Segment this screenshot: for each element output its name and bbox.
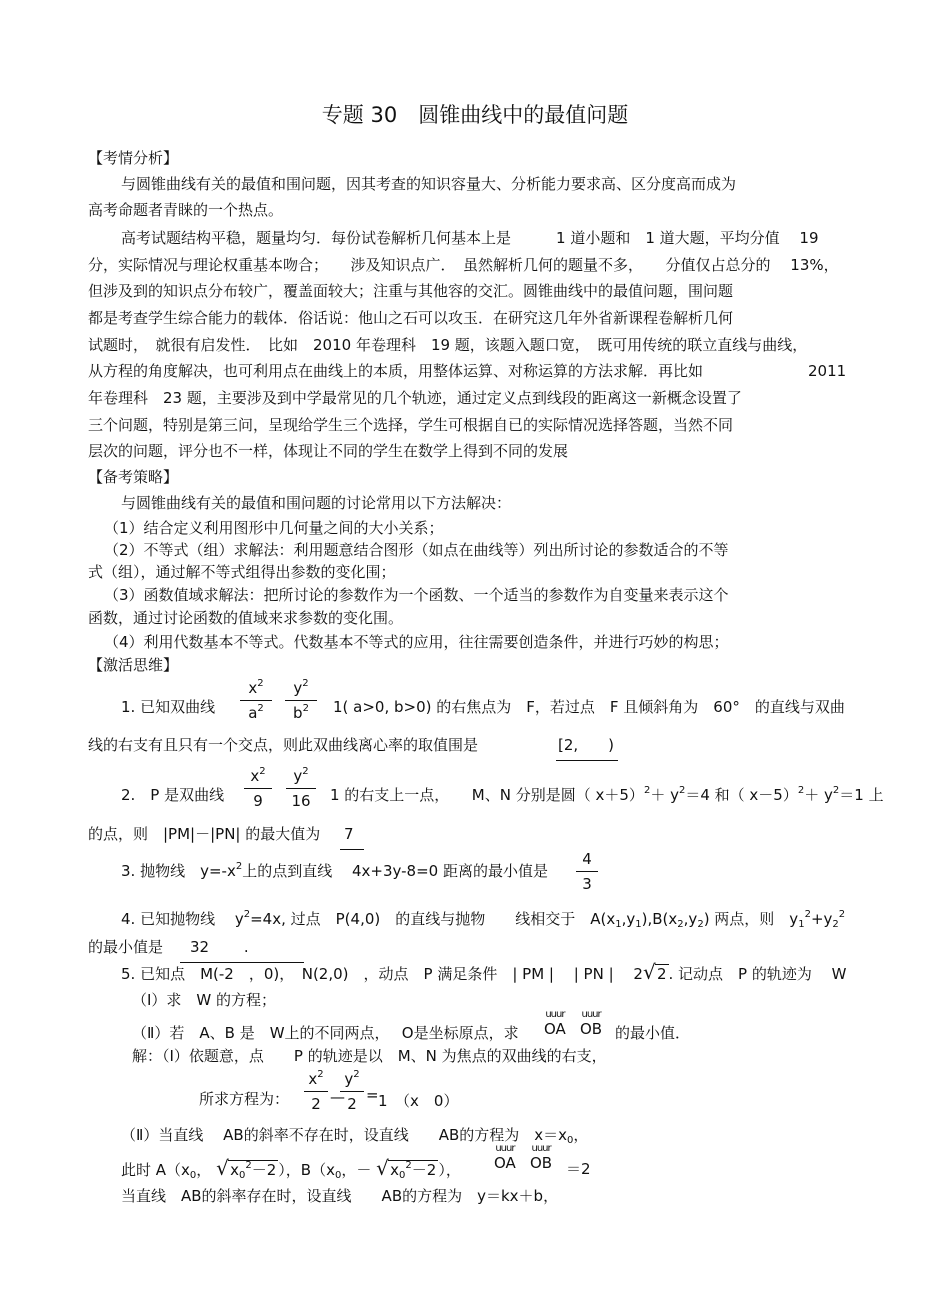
q4-answer: 32 . bbox=[190, 938, 249, 956]
analysis-line: 高考命题者青睐的一个热点。 bbox=[88, 201, 284, 219]
q5-part2-end: 的最小值． bbox=[615, 1024, 691, 1042]
analysis-line: 高考试题结构平稳，题量均匀．每份试卷解析几何基本上是 1 道小题和 1 道大题，平均分值 19 bbox=[121, 229, 819, 247]
page-title: 专题 30 圆锥曲线中的最值问题 bbox=[321, 103, 629, 127]
strategy-line: 函数，通过讨论函数的值域来求参数的变化围。 bbox=[88, 609, 404, 627]
section-strategy-heading: 【备考策略】 bbox=[88, 468, 179, 486]
q3-answer-fraction: $\frac{4}{3}$ bbox=[576, 850, 598, 893]
minus-sign: — bbox=[330, 1088, 345, 1106]
equals-sign: = bbox=[366, 1086, 379, 1104]
strategy-line: （1）结合定义利用图形中几何量之间的大小关系； bbox=[104, 519, 444, 537]
q2-condition: 1 的右支上一点， M、N 分别是圆（ $x+5)^2+ y^2=4$ 和（ $x-5)^2+ y^2=1$ 上 bbox=[330, 785, 884, 804]
sqrt-symbol: √ 2 bbox=[642, 960, 667, 984]
analysis-line: 层次的问题，评分也不一样，体现让不同的学生在数学上得到不同的发展 bbox=[88, 442, 569, 460]
q3-text: 3. 抛物线 $y=-x^2$上的点到直线 4x+3y-8=0 距离的最小值是 bbox=[121, 861, 548, 880]
strategy-line: （4）利用代数基本不等式。代数基本不等式的应用，往往需要创造条件，并进行巧妙的构思； bbox=[104, 633, 729, 651]
q4-answer-blank bbox=[180, 942, 304, 963]
q2-lead: 2. P 是双曲线 bbox=[121, 786, 225, 804]
sqrt-symbol: √ $x_0^2-2$ bbox=[376, 1156, 437, 1181]
q4-line2: 的最小值是 bbox=[88, 938, 164, 956]
section-analysis-heading: 【考情分析】 bbox=[88, 149, 179, 167]
q5-part1: （Ⅰ）求 W 的方程； bbox=[132, 991, 277, 1009]
strategy-line: （3）函数值域求解法：把所讨论的参数作为一个函数、一个适当的参数作为自变量来表示这个 bbox=[104, 586, 729, 604]
vector-oa: uuur OA bbox=[494, 1143, 516, 1172]
q5-solution-5: 当直线 AB的斜率存在时，设直线 AB的方程为 y＝kx＋b， bbox=[121, 1187, 559, 1205]
analysis-line: 三个问题，特别是第三问，呈现给学生三个选择，学生可根据自已的实际情况选择答题，当然不同 bbox=[88, 416, 734, 434]
sqrt-symbol: √ $x_0^2-2$ bbox=[216, 1156, 277, 1181]
q4-text: 4. 已知抛物线 $y^2=4x$, 过点 P(4,0) 的直线与抛物 线相交于 $A(x_1,y_1),B(x_2,y_2)$ 两点，则 $y_1^2+y_2^2$ bbox=[121, 909, 846, 930]
q2-line2: 的点，则 |PM|－|PN| 的最大值为 bbox=[88, 825, 321, 843]
q1-answer-blank bbox=[556, 740, 618, 761]
analysis-line: 试题时， 就很有启发性． 比如 2010 年卷理科 19 题，该题入题口宽， 既可用传统的联立直线与曲线， bbox=[88, 336, 808, 354]
q2-fraction-y: $\frac{y^2}{16}$ bbox=[286, 767, 316, 810]
q1-lead: 1. 已知双曲线 bbox=[121, 698, 216, 716]
q5-solution-1: 解：（Ⅰ）依题意，点 P 的轨迹是以 M、N 为焦点的双曲线的右支， bbox=[132, 1047, 607, 1065]
vector-ob: uuur OB bbox=[530, 1143, 553, 1172]
q2-answer: 7 bbox=[344, 825, 354, 843]
q2-answer-blank bbox=[340, 829, 364, 850]
analysis-line: 都是考查学生综合能力的载体．俗话说：他山之石可以攻玉．在研究这几年外省新课程卷解析几何 bbox=[88, 309, 734, 327]
q5-solution-4: 此时 $A(x_0$， √ $x_0^2-2$ ），$B(x_0$，－ √ $x_0^2-2$ ）， bbox=[121, 1156, 461, 1181]
q5-solution-2-lead: 所求方程为： bbox=[199, 1090, 290, 1108]
q5-part2: （Ⅱ）若 A、B 是 W上的不同两点， O是坐标原点，求 bbox=[132, 1024, 519, 1042]
q1-answer: [2, ) bbox=[558, 736, 615, 754]
q5-solution-3: （Ⅱ）当直线 AB的斜率不存在时，设直线 AB的方程为 $x=x_0$， bbox=[121, 1126, 589, 1146]
q5-solution-4-end: ＝2 bbox=[566, 1160, 591, 1178]
analysis-line: 从方程的角度解决，也可利用点在曲线上的本质，用整体运算、对称运算的方法求解．再比如 2011 bbox=[88, 362, 847, 380]
vector-ob: uuur OB bbox=[580, 1009, 603, 1038]
strategy-line: 式（组），通过解不等式组得出参数的变化围； bbox=[88, 563, 396, 581]
q2-fraction-x: $\frac{x^2}{9}$ bbox=[244, 767, 272, 810]
q1-fraction-x: $\frac{x^2}{a^2}$ bbox=[240, 679, 272, 722]
analysis-line: 与圆锥曲线有关的最值和围问题，因其考查的知识容量大、分析能力要求高、区分度高而成为 bbox=[121, 175, 737, 193]
analysis-line: 分，实际情况与理论权重基本吻合； 涉及知识点广． 虽然解析几何的题量不多， 分值仅占总分的 13%， bbox=[88, 256, 839, 274]
strategy-line: 与圆锥曲线有关的最值和围问题的讨论常用以下方法解决： bbox=[121, 494, 512, 512]
q5-eq-fraction-x: $\frac{x^2}{2}$ bbox=[304, 1070, 328, 1113]
q1-condition: 1( a>0, b>0) 的右焦点为 F，若过点 F 且倾斜角为 60° 的直线与双曲 bbox=[333, 698, 845, 716]
q5-text: 5. 已知点 M(-2 ，0)， N(2,0) ，动点 P 满足条件 | PM | | PN | 2 √ 2 . 记动点 P 的轨迹为 W bbox=[121, 960, 847, 984]
vector-oa: uuur OA bbox=[544, 1009, 566, 1038]
strategy-line: （2）不等式（组）求解法：利用题意结合图形（如点在曲线等）列出所讨论的参数适合的不等 bbox=[104, 541, 729, 559]
analysis-line: 年卷理科 23 题，主要涉及到中学最常见的几个轨迹，通过定义点到线段的距离这一新概念设置了 bbox=[88, 389, 742, 407]
q5-eq-rest: 1 （x 0） bbox=[378, 1092, 459, 1110]
section-activate-heading: 【激活思维】 bbox=[88, 656, 179, 674]
q1-fraction-y: $\frac{y^2}{b^2}$ bbox=[285, 679, 317, 722]
analysis-line: 但涉及到的知识点分布较广，覆盖面较大；注重与其他容的交汇。圆锥曲线中的最值问题，围问题 bbox=[88, 282, 734, 300]
q5-eq-fraction-y: $\frac{y^2}{2}$ bbox=[340, 1070, 364, 1113]
q1-line2: 线的右支有且只有一个交点，则此双曲线离心率的取值围是 bbox=[88, 736, 479, 754]
